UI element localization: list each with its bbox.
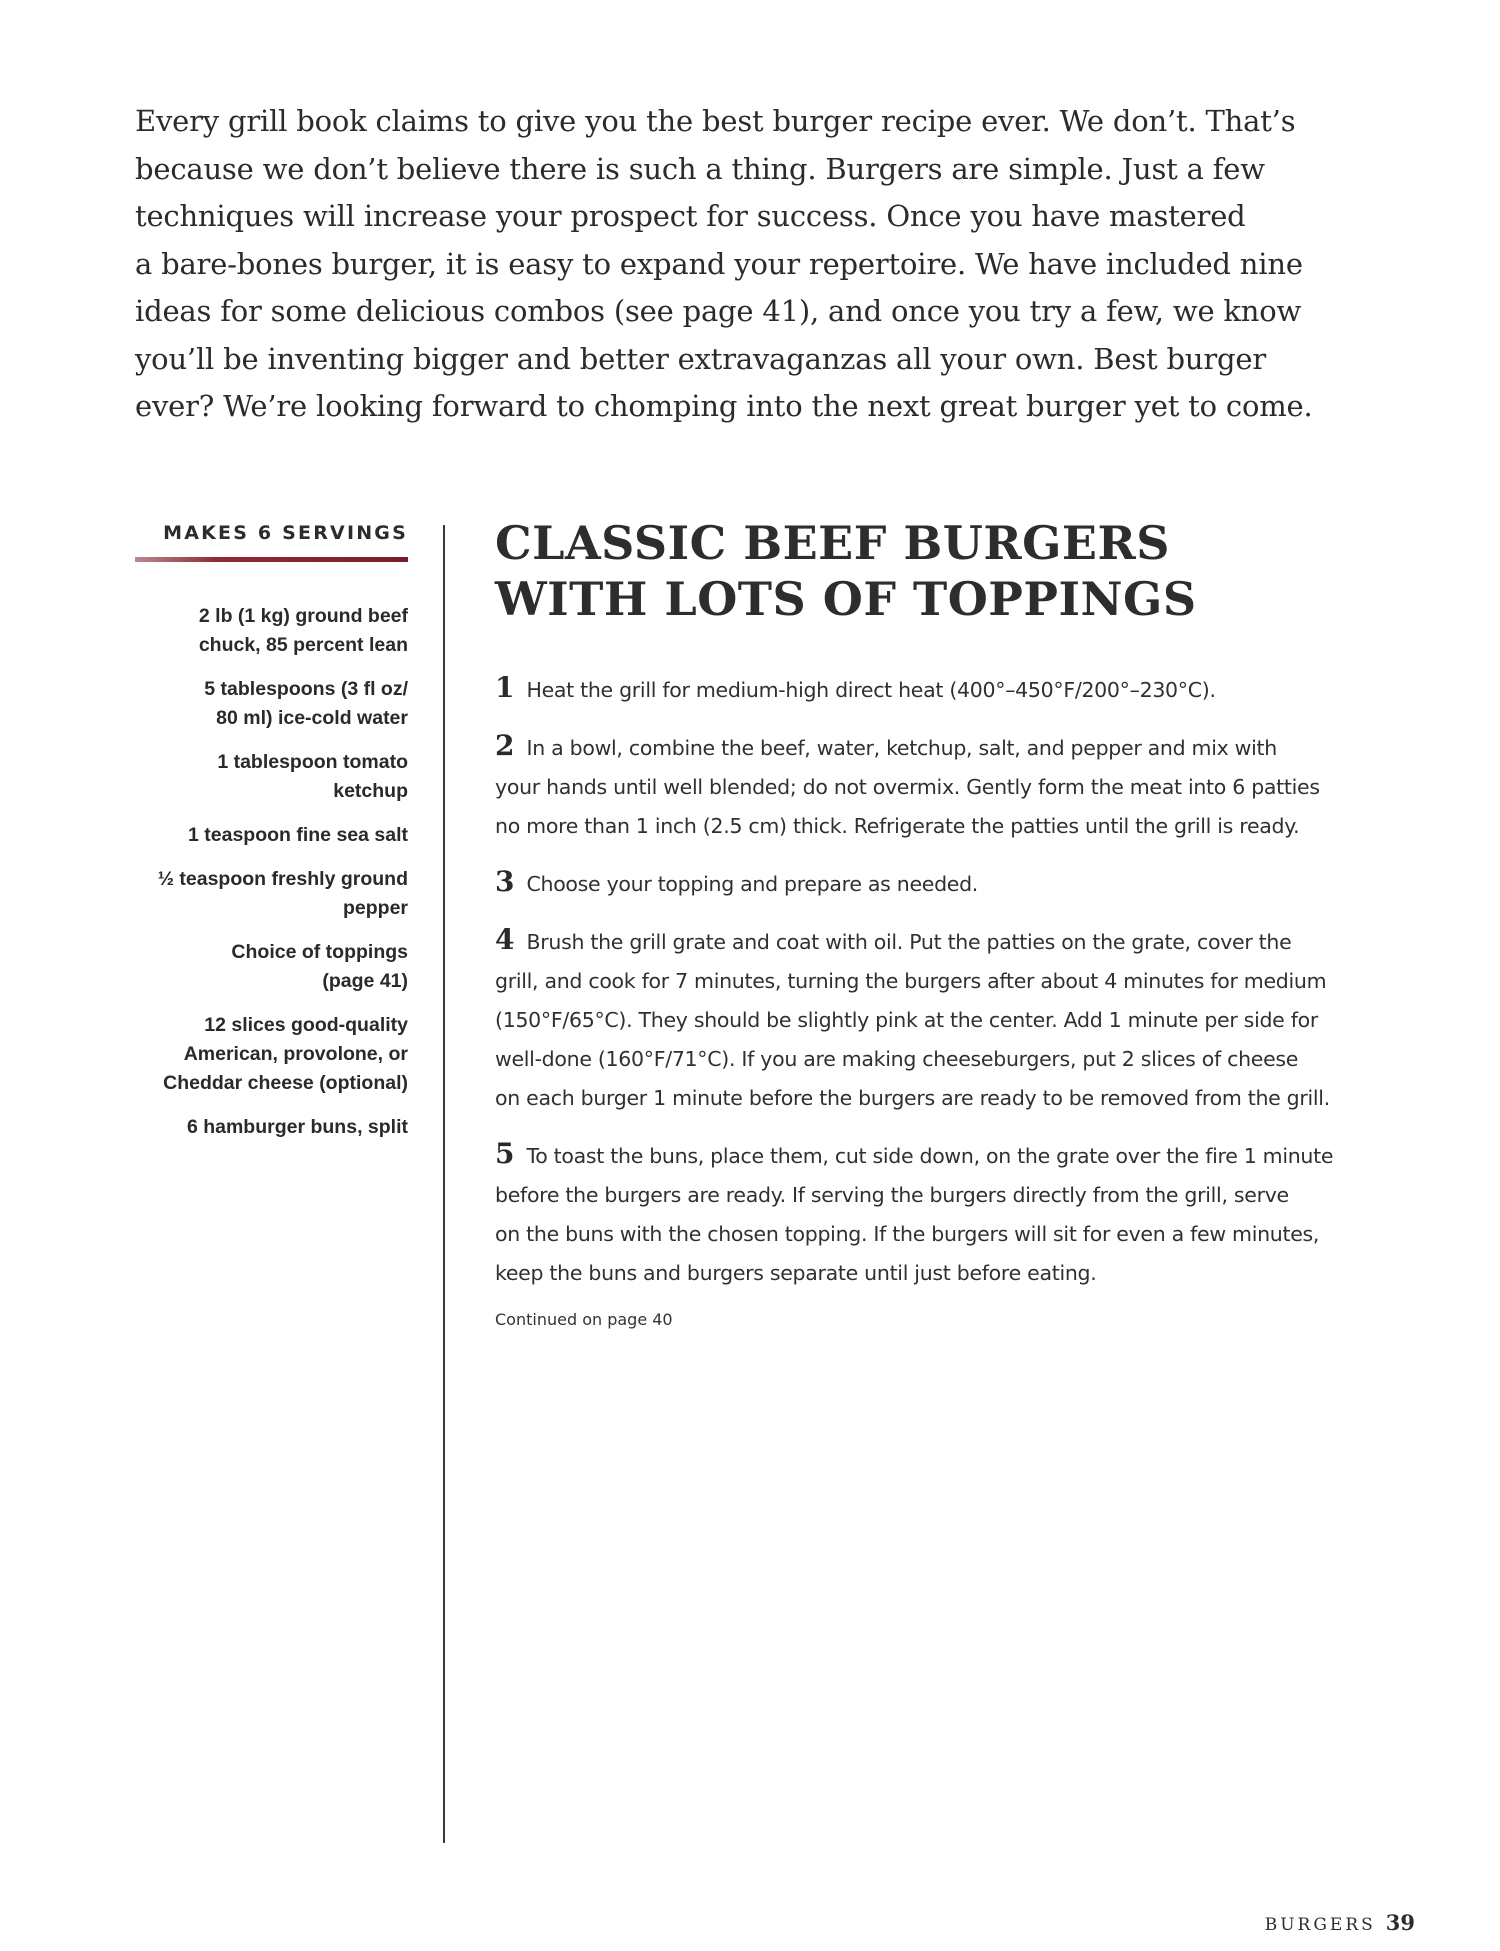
ingredient-line: 6 hamburger buns, split <box>186 1116 408 1138</box>
continued-note: Continued on page 40 <box>495 1310 673 1329</box>
ingredient-line: 1 teaspoon fine sea salt <box>188 824 408 846</box>
step-line: grill, and cook for 7 minutes, turning the burgers after about 4 minutes for medium <box>495 969 1327 993</box>
step-line: Choose your topping and prepare as needed. <box>526 872 979 896</box>
step-number: 2 <box>495 729 515 762</box>
step-line: on the buns with the chosen topping. If the burgers will sit for even a few minutes, <box>495 1222 1320 1246</box>
method-steps <box>495 668 1375 1309</box>
step-line: To toast the buns, place them, cut side down, on the grate over the fire 1 minute <box>526 1144 1334 1168</box>
ingredient-line: (page 41) <box>322 970 408 992</box>
ingredient-item <box>128 938 408 996</box>
method-step <box>495 920 1375 1118</box>
step-line: no more than 1 inch (2.5 cm) thick. Refrigerate the patties until the grill is ready. <box>495 814 1300 838</box>
page-footer <box>1265 1910 1415 1935</box>
ingredient-item <box>128 602 408 660</box>
ingredient-item <box>128 748 408 806</box>
ingredient-item <box>128 865 408 923</box>
step-number: 4 <box>495 923 515 956</box>
ingredient-line: chuck, 85 percent lean <box>198 634 408 656</box>
intro-line: because we don’t believe there is such a thing. Burgers are simple. Just a few <box>135 151 1265 186</box>
ingredient-line: 12 slices good-quality <box>204 1014 408 1036</box>
method-step <box>495 1134 1375 1293</box>
method-step <box>495 726 1375 846</box>
ingredient-line: ½ teaspoon freshly ground <box>157 868 408 890</box>
step-line: Brush the grill grate and coat with oil. Put the patties on the grate, cover the <box>526 930 1292 954</box>
intro-line: ever? We’re looking forward to chomping into the next great burger yet to come. <box>135 389 1313 423</box>
step-number: 5 <box>495 1137 515 1170</box>
column-divider <box>443 525 445 1843</box>
ingredient-line: Choice of toppings <box>231 941 408 963</box>
ingredient-item <box>128 1011 408 1098</box>
intro-line: a bare-bones burger, it is easy to expand your repertoire. We have included nine <box>135 246 1303 281</box>
ingredients-list <box>128 602 408 1157</box>
ingredient-line: 5 tablespoons (3 fl oz/ <box>204 678 408 700</box>
servings-accent-rule <box>135 557 408 562</box>
intro-line: you’ll be inventing bigger and better extravaganzas all your own. Best burger <box>135 341 1267 376</box>
ingredient-item <box>128 675 408 733</box>
ingredient-line: 1 tablespoon tomato <box>217 751 408 773</box>
intro-paragraph <box>135 98 1315 431</box>
ingredient-item <box>128 1113 408 1142</box>
recipe-title-line: CLASSIC BEEF BURGERS <box>495 516 1170 570</box>
step-line: your hands until well blended; do not overmix. Gently form the meat into 6 patties <box>495 775 1320 799</box>
intro-line: techniques will increase your prospect for success. Once you have mastered <box>135 199 1246 233</box>
intro-line: Every grill book claims to give you the best burger recipe ever. We don’t. That’s <box>135 104 1296 138</box>
step-line: on each burger 1 minute before the burgers are ready to be removed from the grill. <box>495 1086 1330 1110</box>
ingredient-line: 80 ml) ice-cold water <box>216 707 408 729</box>
step-number: 3 <box>495 865 515 898</box>
method-step <box>495 668 1375 710</box>
ingredient-item <box>128 821 408 850</box>
section-name: BURGERS <box>1264 1915 1376 1935</box>
step-line: Heat the grill for medium-high direct heat (400°–450°F/200°–230°C). <box>526 678 1216 702</box>
intro-line: ideas for some delicious combos (see page 41), and once you try a few, we know <box>135 294 1302 328</box>
method-step <box>495 862 1375 904</box>
ingredient-line: 2 lb (1 kg) ground beef <box>198 605 408 627</box>
ingredient-line: American, provolone, or <box>183 1043 408 1065</box>
step-line: well-done (160°F/71°C). If you are making cheeseburgers, put 2 slices of cheese <box>495 1047 1299 1071</box>
step-line: (150°F/65°C). They should be slightly pink at the center. Add 1 minute per side for <box>495 1008 1318 1032</box>
ingredient-line: Cheddar cheese (optional) <box>163 1072 408 1094</box>
page-number: 39 <box>1385 1910 1415 1935</box>
ingredient-line: ketchup <box>333 780 408 802</box>
step-line: before the burgers are ready. If serving the burgers directly from the grill, serve <box>495 1183 1289 1207</box>
servings-label: MAKES 6 SERVINGS <box>163 522 408 544</box>
step-line: keep the buns and burgers separate until just before eating. <box>495 1261 1097 1285</box>
step-line: In a bowl, combine the beef, water, ketchup, salt, and pepper and mix with <box>526 736 1277 760</box>
step-number: 1 <box>495 671 515 704</box>
ingredient-line: pepper <box>342 897 408 919</box>
recipe-title <box>495 515 1395 627</box>
recipe-title-line: WITH LOTS OF TOPPINGS <box>495 572 1197 626</box>
